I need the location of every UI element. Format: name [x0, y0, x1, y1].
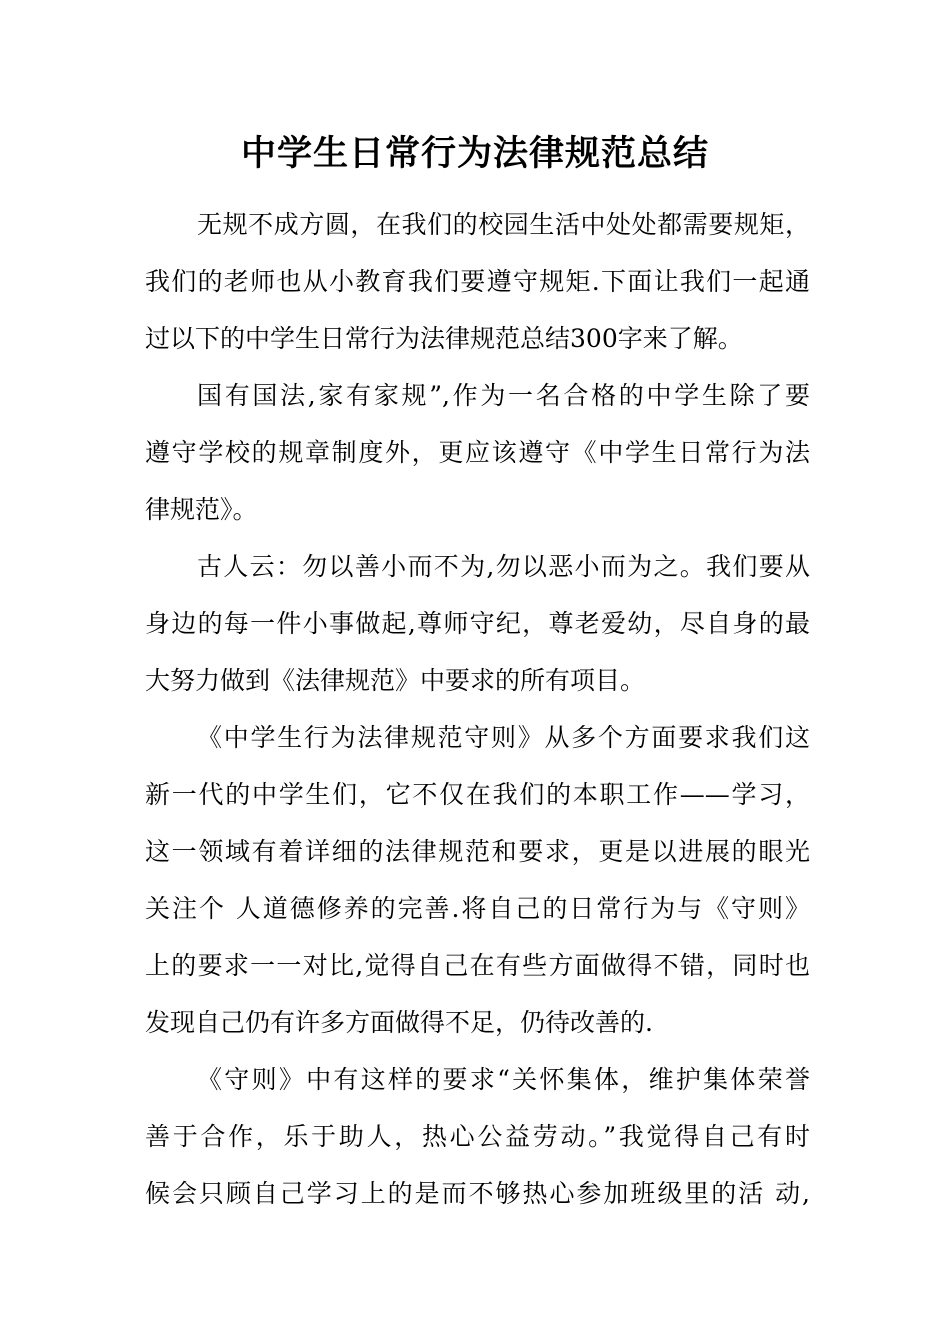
paragraph-4 — [145, 709, 810, 1051]
text-line: 无规不成方圆，在我们的校园生活中处处都需要规矩， — [197, 210, 810, 239]
text-line: 国有国法,家有家规”,作为一名合格的中学生除了要 — [197, 381, 810, 410]
text-line: 善于合作，乐于助人，热心公益劳动。”我觉得自己有时 — [145, 1122, 810, 1151]
text-line: 候会只顾自己学习上的是而不够热心参加班级里的活 动, — [145, 1179, 810, 1208]
text-line: 关注个 人道德修养的完善.将自己的日常行为与《守则》 — [145, 894, 810, 923]
document-body — [145, 196, 810, 1222]
text-line: 这一领域有着详细的法律规范和要求，更是以进展的眼光 — [145, 837, 810, 866]
paragraph-1 — [145, 196, 810, 367]
text-line: 古人云：勿以善小而不为,勿以恶小而为之。我们要从 — [197, 552, 810, 581]
document-title: 中学生日常行为法律规范总结 — [240, 133, 709, 174]
text-line: 发现自己仍有许多方面做得不足，仍待改善的. — [145, 1008, 653, 1037]
text-line: 上的要求一一对比,觉得自己在有些方面做得不错，同时也 — [145, 951, 810, 980]
text-line: 《中学生行为法律规范守则》从多个方面要求我们这 — [197, 723, 810, 752]
paragraph-3 — [145, 538, 810, 709]
text-line: 律规范》。 — [145, 495, 258, 524]
text-line: 我们的老师也从小教育我们要遵守规矩.下面让我们一起通 — [145, 267, 810, 296]
text-line: 《守则》中有这样的要求“关怀集体，维护集体荣誉 — [197, 1065, 810, 1094]
text-line: 身边的每一件小事做起,尊师守纪，尊老爱幼，尽自身的最 — [145, 609, 810, 638]
paragraph-5 — [145, 1051, 810, 1222]
text-line: 大努力做到《法律规范》中要求的所有项目。 — [145, 666, 646, 695]
paragraph-2 — [145, 367, 810, 538]
text-line: 过以下的中学生日常行为法律规范总结300字来了解。 — [145, 324, 743, 353]
text-line: 遵守学校的规章制度外，更应该遵守《中学生日常行为法 — [145, 438, 810, 467]
text-line: 新一代的中学生们，它不仅在我们的本职工作——学习， — [145, 780, 810, 809]
